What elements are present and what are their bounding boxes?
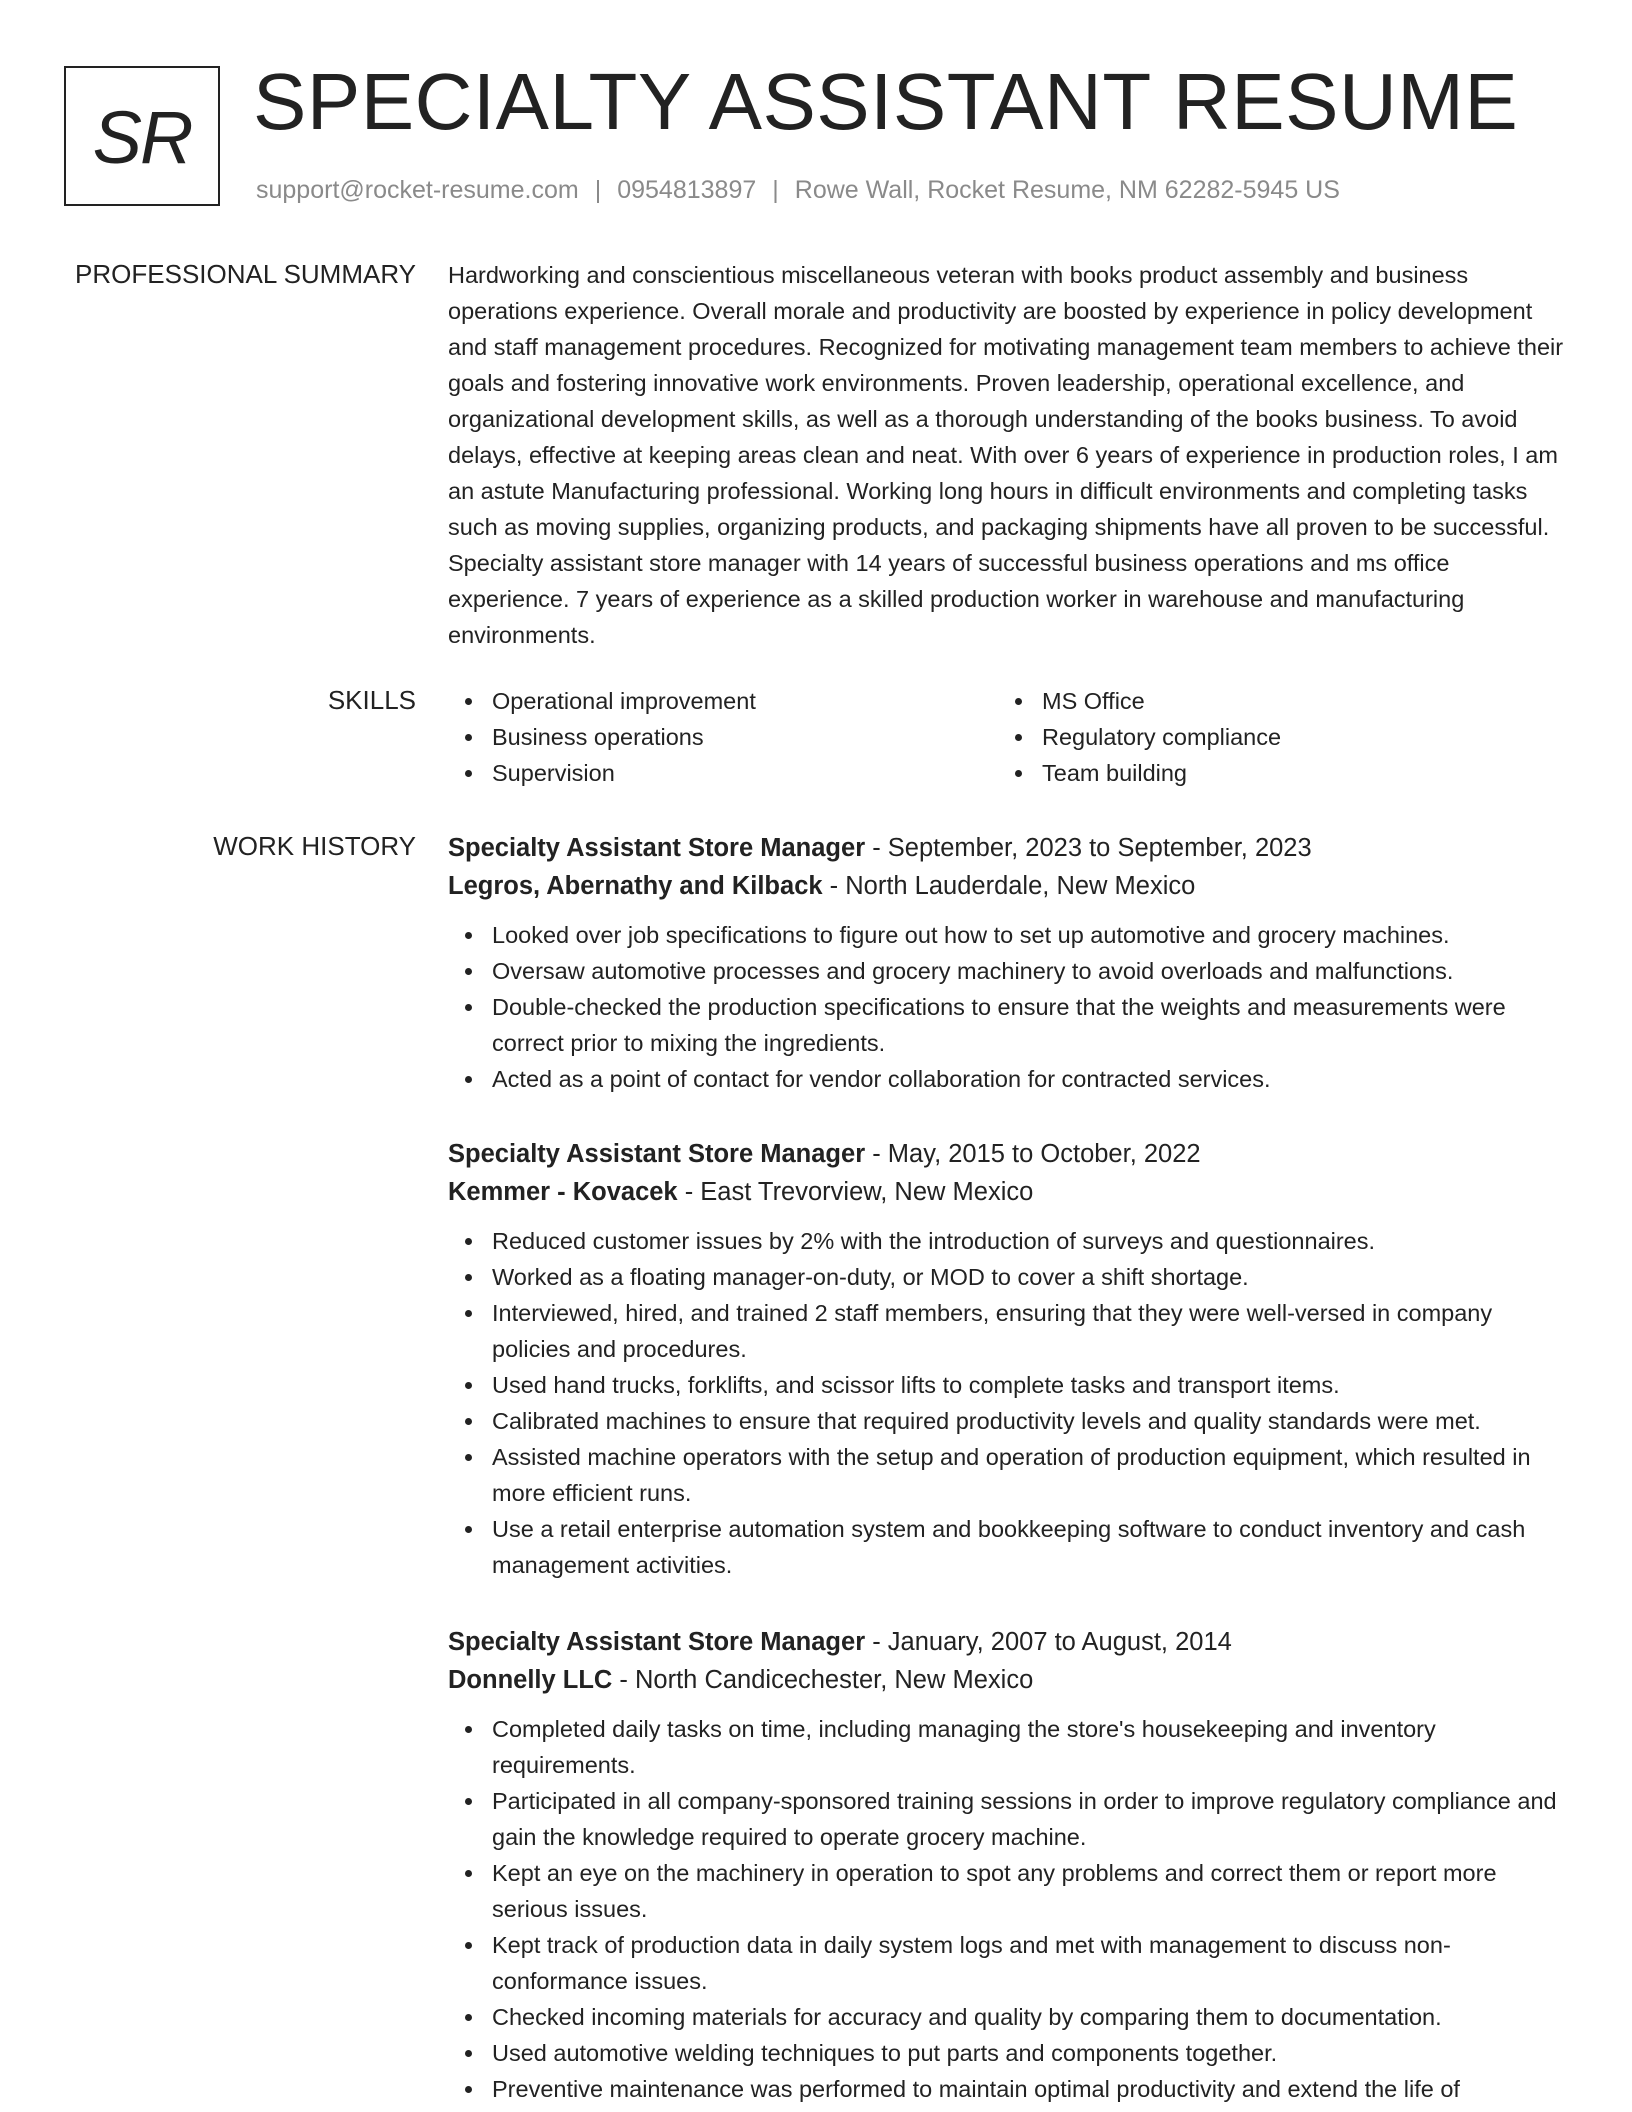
skill-item: MS Office	[1042, 683, 1548, 719]
job-bullets	[448, 1711, 1568, 2107]
job-location: - North Lauderdale, New Mexico	[822, 872, 1196, 900]
job-title: Specialty Assistant Store Manager	[448, 834, 866, 862]
job-bullet: Kept track of production data in daily system logs and met with management to discuss non-conformance issues.	[492, 1927, 1568, 1999]
monogram-box	[64, 66, 220, 206]
job-entry	[448, 1623, 1568, 2107]
skills-body	[448, 683, 1568, 791]
job-bullet: Looked over job specifications to figure out how to set up automotive and grocery machines.	[492, 917, 1568, 953]
job-dates: - September, 2023 to September, 2023	[865, 834, 1312, 862]
contact-separator: |	[772, 176, 779, 204]
skills-columns	[448, 683, 1568, 791]
contact-address: Rowe Wall, Rocket Resume, NM 62282-5945 US	[794, 176, 1340, 204]
job-bullet: Reduced customer issues by 2% with the introduction of surveys and questionnaires.	[492, 1223, 1568, 1259]
job-company-line	[448, 867, 1568, 905]
job-location: - North Candicechester, New Mexico	[612, 1666, 1034, 1694]
contact-separator: |	[594, 176, 602, 204]
summary-text: Hardworking and conscientious miscellaneous veteran with books product assembly and business operations experience. Overall morale and productivity are boosted by experience in policy development and staff management procedures. Recognized for motivating management team members to achieve their goals and fostering innovative work environments. Proven leadership, operational excellence, and organizational development skills, as well as a thorough understanding of the books business. To avoid delays, effective at keeping areas clean and neat. With over 6 years of experience in production roles, I am an astute Manufacturing professional. Working long hours in difficult environments and completing tasks such as moving supplies, organizing products, and packaging shipments have all proven to be successful. Specialty assistant store manager with 14 years of successful business operations and ms office experience. 7 years of experience as a skilled production worker in warehouse and manufacturing environments.	[448, 262, 1564, 648]
job-bullet: Preventive maintenance was performed to maintain optimal productivity and extend the life of	[492, 2071, 1568, 2107]
job-title: Specialty Assistant Store Manager	[448, 1140, 866, 1168]
job-dates: - May, 2015 to October, 2022	[865, 1140, 1201, 1168]
job-title-line	[448, 829, 1568, 867]
section-label-work-history: WORK HISTORY	[213, 831, 416, 861]
job-company: Legros, Abernathy and Kilback	[448, 872, 823, 900]
job-bullet: Acted as a point of contact for vendor collaboration for contracted services.	[492, 1061, 1568, 1097]
job-company: Kemmer - Kovacek	[448, 1178, 678, 1206]
resume-title: SPECIALTY ASSISTANT RESUME	[253, 57, 1519, 146]
job-bullet: Double-checked the production specifications to ensure that the weights and measurements were correct prior to mixing the ingredients.	[492, 989, 1568, 1061]
monogram-initials: SR	[92, 95, 192, 179]
skill-item: Regulatory compliance	[1042, 719, 1548, 755]
job-company: Donnelly LLC	[448, 1666, 613, 1694]
job-bullets	[448, 917, 1568, 1097]
job-bullet: Kept an eye on the machinery in operation to spot any problems and correct them or report more serious issues.	[492, 1855, 1568, 1927]
job-bullet: Assisted machine operators with the setup and operation of production equipment, which resulted in more efficient runs.	[492, 1439, 1568, 1511]
job-bullet: Interviewed, hired, and trained 2 staff members, ensuring that they were well-versed in company policies and procedures.	[492, 1295, 1568, 1367]
job-bullet: Use a retail enterprise automation system and bookkeeping software to conduct inventory and cash management activities.	[492, 1511, 1568, 1583]
job-title-line	[448, 1623, 1568, 1661]
job-bullet: Calibrated machines to ensure that required productivity levels and quality standards were met.	[492, 1403, 1568, 1439]
job-bullet: Oversaw automotive processes and grocery machinery to avoid overloads and malfunctions.	[492, 953, 1568, 989]
skill-item: Supervision	[492, 755, 998, 791]
job-bullet: Participated in all company-sponsored training sessions in order to improve regulatory compliance and gain the knowledge required to operate grocery machine.	[492, 1783, 1568, 1855]
skills-list-right	[998, 683, 1548, 791]
job-bullet: Used automotive welding techniques to put parts and components together.	[492, 2035, 1568, 2071]
job-bullet: Completed daily tasks on time, including managing the store's housekeeping and inventory requirements.	[492, 1711, 1568, 1783]
job-location: - East Trevorview, New Mexico	[677, 1178, 1034, 1206]
contact-line	[256, 173, 1340, 207]
job-dates: - January, 2007 to August, 2014	[865, 1628, 1232, 1656]
job-title: Specialty Assistant Store Manager	[448, 1628, 866, 1656]
job-company-line	[448, 1661, 1568, 1699]
skill-item: Business operations	[492, 719, 998, 755]
job-entry	[448, 1135, 1568, 1583]
job-bullet: Worked as a floating manager-on-duty, or MOD to cover a shift shortage.	[492, 1259, 1568, 1295]
job-bullet: Checked incoming materials for accuracy and quality by comparing them to documentation.	[492, 1999, 1568, 2035]
skill-item: Operational improvement	[492, 683, 998, 719]
summary-body	[448, 257, 1568, 653]
job-bullet: Used hand trucks, forklifts, and scissor lifts to complete tasks and transport items.	[492, 1367, 1568, 1403]
contact-email[interactable]: support@rocket-resume.com	[256, 176, 579, 204]
skills-list-left	[448, 683, 998, 791]
job-company-line	[448, 1173, 1568, 1211]
skill-item: Team building	[1042, 755, 1548, 791]
job-bullets	[448, 1223, 1568, 1583]
section-label-skills: SKILLS	[327, 685, 416, 715]
section-label-summary: PROFESSIONAL SUMMARY	[75, 259, 416, 289]
contact-phone[interactable]: 0954813897	[617, 176, 757, 204]
job-title-line	[448, 1135, 1568, 1173]
job-entry	[448, 829, 1568, 1097]
